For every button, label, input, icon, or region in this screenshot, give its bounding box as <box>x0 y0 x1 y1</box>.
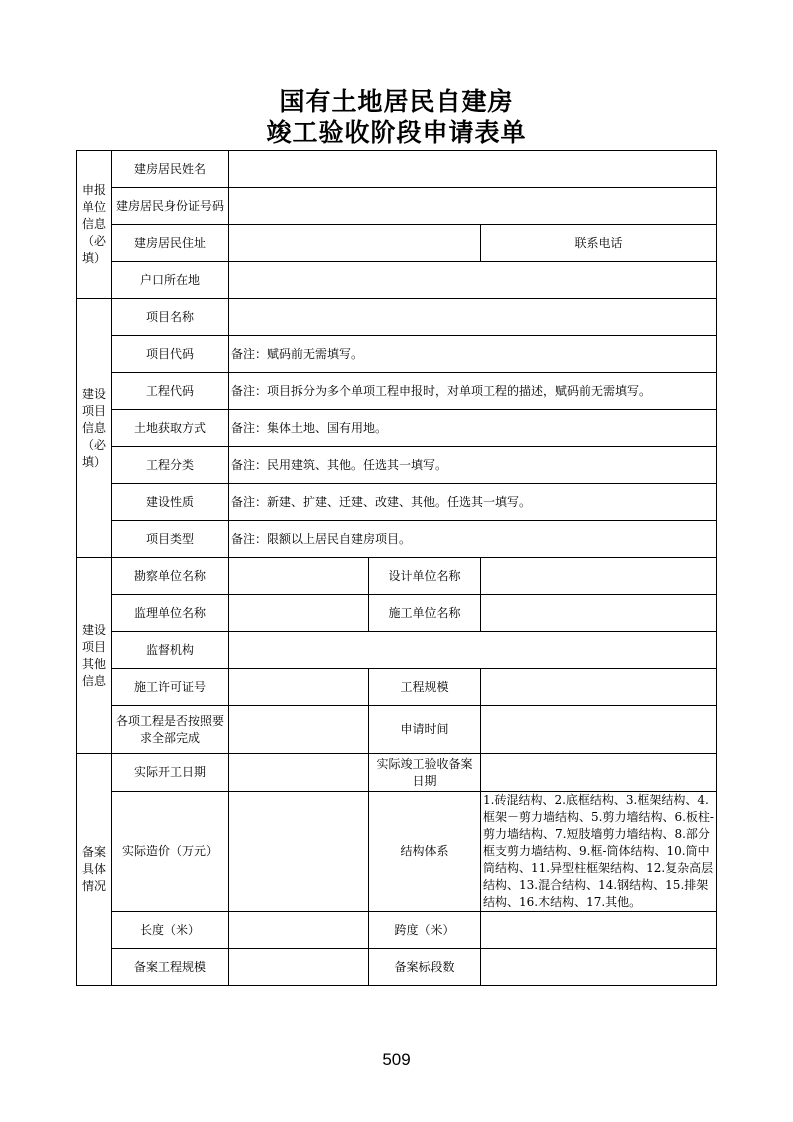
works-completed-field[interactable] <box>229 706 369 754</box>
section-project-info: 建设项目信息（必填） <box>77 299 112 558</box>
section-applicant-info: 申报单位信息（必填） <box>77 151 112 299</box>
resident-name-field[interactable] <box>229 151 717 188</box>
land-acquisition-field[interactable]: 备注：集体土地、国有用地。 <box>229 410 717 447</box>
supervision-authority-field[interactable] <box>229 632 717 669</box>
span-field[interactable] <box>481 912 717 949</box>
length-label: 长度（米） <box>112 912 229 949</box>
structure-system-label: 结构体系 <box>369 792 481 912</box>
span-label: 跨度（米） <box>369 912 481 949</box>
project-code-label: 项目代码 <box>112 336 229 373</box>
construction-nature-field[interactable]: 备注：新建、扩建、迁建、改建、其他。任选其一填写。 <box>229 484 717 521</box>
engineering-scale-field[interactable] <box>481 669 717 706</box>
design-unit-field[interactable] <box>481 558 717 595</box>
engineering-category-label: 工程分类 <box>112 447 229 484</box>
construction-unit-field[interactable] <box>481 595 717 632</box>
permit-number-label: 施工许可证号 <box>112 669 229 706</box>
engineering-code-label: 工程代码 <box>112 373 229 410</box>
filing-scale-field[interactable] <box>229 949 369 986</box>
application-form-table <box>76 150 717 986</box>
actual-filing-date-label: 实际竣工验收备案日期 <box>369 754 481 792</box>
resident-address-label: 建房居民住址 <box>112 225 229 262</box>
engineering-category-field[interactable]: 备注：民用建筑、其他。任选其一填写。 <box>229 447 717 484</box>
actual-start-date-label: 实际开工日期 <box>112 754 229 792</box>
works-completed-label: 各项工程是否按照要求全部完成 <box>112 706 229 754</box>
filing-scale-label: 备案工程规模 <box>112 949 229 986</box>
project-name-field[interactable] <box>229 299 717 336</box>
bid-sections-label: 备案标段数 <box>369 949 481 986</box>
project-type-field[interactable]: 备注：限额以上居民自建房项目。 <box>229 521 717 558</box>
survey-unit-field[interactable] <box>229 558 369 595</box>
resident-id-label: 建房居民身份证号码 <box>112 188 229 225</box>
form-title-line2: 竣工验收阶段申请表单 <box>266 118 527 147</box>
supervision-unit-field[interactable] <box>229 595 369 632</box>
design-unit-label: 设计单位名称 <box>369 558 481 595</box>
apply-time-label: 申请时间 <box>369 706 481 754</box>
structure-system-options[interactable]: 1.砖混结构、2.底框结构、3.框架结构、4.框架－剪力墙结构、5.剪力墙结构、6.板柱-剪力墙结构、7.短肢墙剪力墙结构、8.部分框支剪力墙结构、9.框-筒体结构、10.筒中筒结构、11.异型柱框架结构、12.复杂高层结构、13.混合结构、14.钢结构、15.排架结构、16.木结构、17.其他。 <box>481 792 717 912</box>
length-field[interactable] <box>229 912 369 949</box>
section-filing-info: 备案具体情况 <box>77 754 112 986</box>
project-name-label: 项目名称 <box>112 299 229 336</box>
actual-filing-date-field[interactable] <box>481 754 717 792</box>
engineering-scale-label: 工程规模 <box>369 669 481 706</box>
hukou-field[interactable] <box>229 262 717 299</box>
supervision-authority-label: 监督机构 <box>112 632 229 669</box>
form-title-line1: 国有土地居民自建房 <box>279 87 514 116</box>
resident-id-field[interactable] <box>229 188 717 225</box>
apply-time-field[interactable] <box>481 706 717 754</box>
page-number: 509 <box>382 1050 411 1069</box>
section-other-info: 建设项目其他信息 <box>77 558 112 754</box>
permit-number-field[interactable] <box>229 669 369 706</box>
construction-nature-label: 建设性质 <box>112 484 229 521</box>
hukou-label: 户口所在地 <box>112 262 229 299</box>
resident-address-field[interactable] <box>229 225 481 262</box>
engineering-code-field[interactable]: 备注：项目拆分为多个单项工程申报时，对单项工程的描述，赋码前无需填写。 <box>229 373 717 410</box>
construction-unit-label: 施工单位名称 <box>369 595 481 632</box>
actual-cost-label: 实际造价（万元） <box>112 792 229 912</box>
supervision-unit-label: 监理单位名称 <box>112 595 229 632</box>
survey-unit-label: 勘察单位名称 <box>112 558 229 595</box>
contact-phone-label: 联系电话 <box>481 225 717 262</box>
project-type-label: 项目类型 <box>112 521 229 558</box>
resident-name-label: 建房居民姓名 <box>112 151 229 188</box>
project-code-field[interactable]: 备注：赋码前无需填写。 <box>229 336 717 373</box>
land-acquisition-label: 土地获取方式 <box>112 410 229 447</box>
actual-cost-field[interactable] <box>229 792 369 912</box>
bid-sections-field[interactable] <box>481 949 717 986</box>
actual-start-date-field[interactable] <box>229 754 369 792</box>
